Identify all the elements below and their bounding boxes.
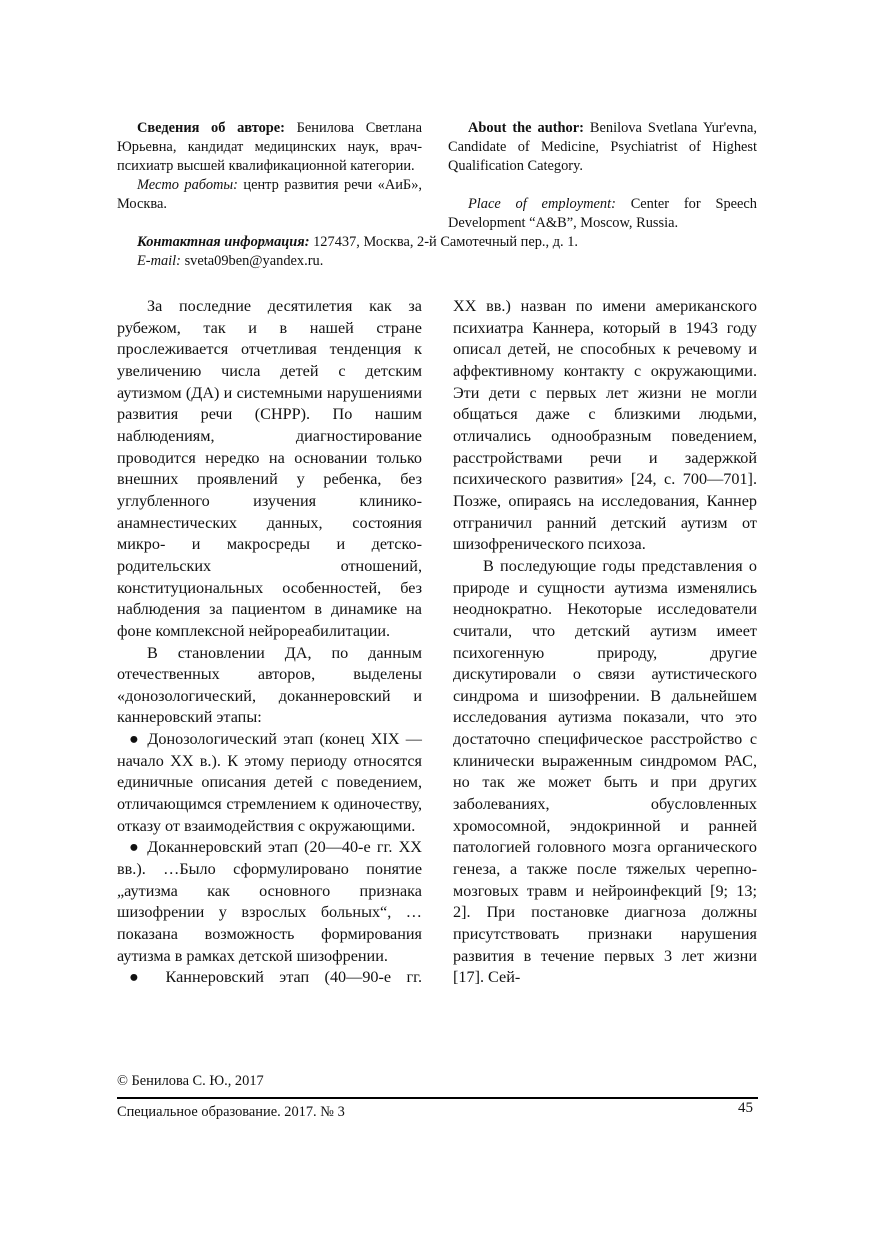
author-about-en xyxy=(448,119,757,176)
author-info-en xyxy=(448,119,757,233)
right-column xyxy=(453,296,757,989)
paragraph: XX вв.) назван по имени американского психиатра Каннера, который в 1943 году описал детей, не способных к речевому и аффективному контакту с окружающими. Эти дети с первых лет жизни не могли общаться даже с близкими людьми, отличались однообразным поведением, расстройствами речи и задержкой психического развития» [24, с. 700—701]. Позже, опираясь на исследования, Каннер отграничил ранний детский аутизм от шизофренического психоза. xyxy=(453,297,757,554)
contact-line xyxy=(137,233,777,252)
paragraph: В последующие годы представления о природе и сущности аутизма изменялись неоднократно. Некоторые исследователи считали, что детский аутизм имеет психогенную природу, другие дискутировали о связи аутистического синдрома и шизофрении. В дальнейшем исследования аутизма показали, что это достаточно специфическое расстройство с клинически выраженным синдромом РАС, но так же может быть и при других заболеваниях, обусловленных хромосомной, эндокринной и ранней патологией головного мозга органического генеза, а также после тяжелых черепно-мозговых травм и нейроинфекций [9; 13; 2]. При постановке диагноза должны присутствовать признаки нарушения развития в течение первых 3 лет жизни [17]. Сей- xyxy=(453,556,757,987)
about-text-ru: Бенилова Светлана Юрьевна, кандидат медицинских наук, врач-психиатр высшей квалификационной категории. xyxy=(117,120,422,174)
left-column xyxy=(117,296,422,989)
bullet-item: ● Доканнеровский этап (20—40-е гг. XX вв.). …Было сформулировано понятие „аутизма как основного признака шизофрении у взрослых больных“, …показана возможность формирования аутизма в рамках детской шизофрении. xyxy=(117,838,422,965)
contact-label: Контактная информация: xyxy=(137,234,310,250)
paragraph: За последние десятилетия как за рубежом, так и в нашей стране прослеживается отчетливая тенденция к увеличению числа детей с детским аутизмом (ДА) и системными нарушениями развития речи (СНРР). По нашим наблюдениям, диагностирование проводится нередко на основании только внешних проявлений у ребенка, без углубленного изучения клинико-анамнестических данных, состояния микро- и макросреды и детско-родительских отношений, конституциональных особенностей, без наблюдения за пациентом в динамике на фоне комплексной нейрореабилитации. xyxy=(117,297,422,640)
workplace-text-ru: центр развития речи «АиБ», Москва. xyxy=(117,177,422,212)
email-label: E-mail: xyxy=(137,253,181,269)
author-workplace-en xyxy=(448,195,757,233)
contact-text: 127437, Москва, 2-й Самотечный пер., д. 1. xyxy=(309,234,579,250)
journal-citation: Специальное образование. 2017. № 3 xyxy=(117,1104,345,1120)
author-about-ru xyxy=(117,119,422,176)
workplace-text-en: Center for Speech Development “A&B”, Moscow, Russia. xyxy=(448,196,757,231)
copyright: © Бенилова С. Ю., 2017 xyxy=(117,1073,264,1089)
about-label-ru: Сведения об авторе: xyxy=(137,120,285,136)
page-number: 45 xyxy=(738,1100,753,1116)
email-text[interactable]: sveta09ben@yandex.ru. xyxy=(180,253,324,269)
bullet-item: ● Донозологический этап (конец XIX — начало XX в.). К этому периоду относятся единичные описания детей с поведением, отличающимся стремлением к одиночеству, отказу от взаимодействия с окружающими. xyxy=(117,730,422,835)
footer-rule xyxy=(117,1097,758,1099)
contact-info xyxy=(137,233,777,271)
workplace-label-ru: Место работы: xyxy=(137,177,238,193)
about-label-en: About the author: xyxy=(468,120,584,136)
author-info-ru xyxy=(117,119,422,214)
author-workplace-ru xyxy=(117,176,422,214)
email-line xyxy=(137,252,777,271)
bullet-item: ● Каннеровский этап (40—90-е гг. xyxy=(129,968,422,987)
workplace-label-en: Place of employment: xyxy=(468,196,616,212)
paragraph: В становлении ДА, по данным отечественных авторов, выделены «донозологический, доканнеровский и каннеровский этапы: xyxy=(117,643,422,727)
about-text-en: Benilova Svetlana Yur'evna, Candidate of Medicine, Psychiatrist of Highest Qualification Category. xyxy=(448,120,757,174)
